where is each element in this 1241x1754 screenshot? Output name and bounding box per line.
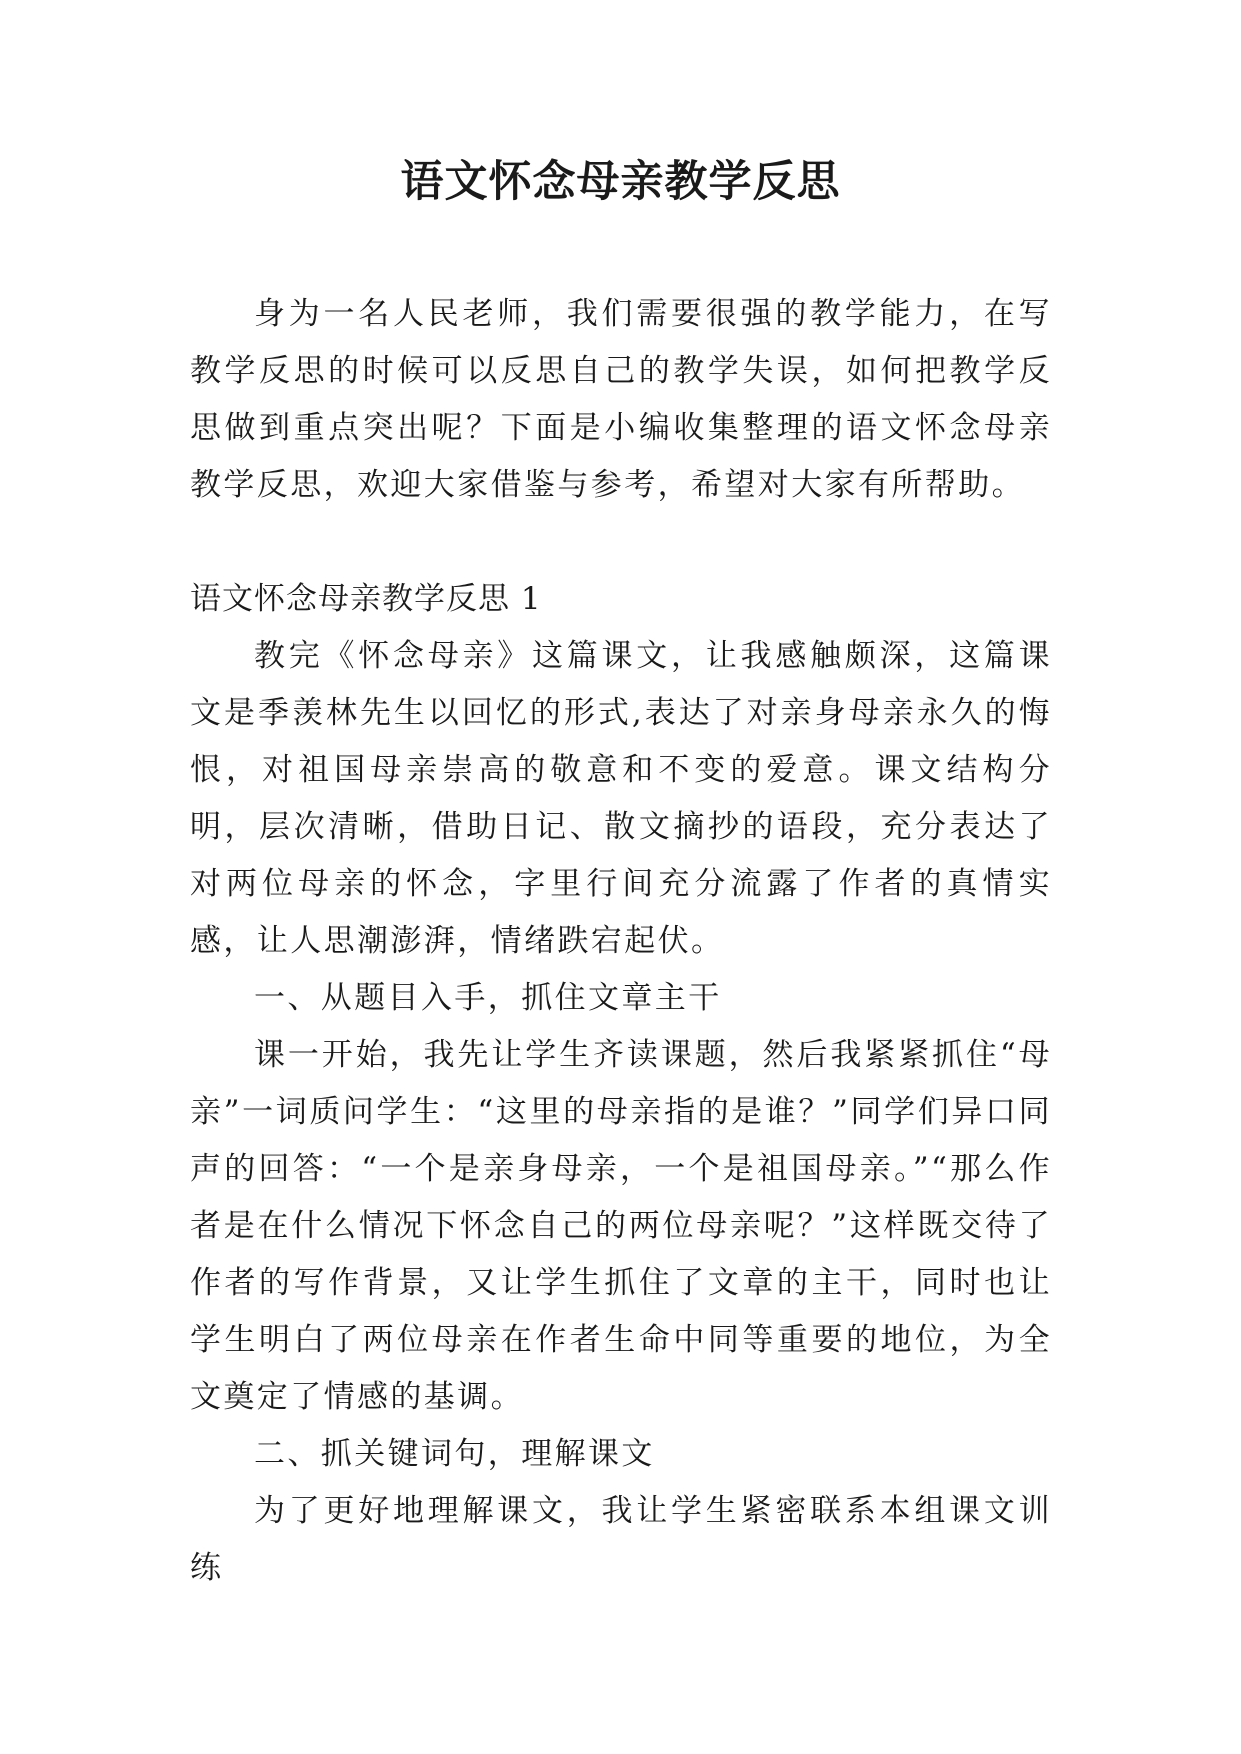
document-title: 语文怀念母亲教学反思 — [400, 157, 841, 207]
subheading-2: 二、抓关键词句，理解课文 — [254, 1436, 655, 1472]
subheading-1: 一、从题目入手，抓住文章主干 — [254, 980, 722, 1016]
body-paragraph: 教完《怀念母亲》这篇课文，让我感触颇深，这篇课文是季羡林先生以回忆的形式,表达了对亲身母亲永久的悔恨，对祖国母亲崇高的敬意和不变的爱意。课文结构分明，层次清晰，借助日记、散文摘抄的语段，充分表达了对两位母亲的怀念，字里行间充分流露了作者的真情实感，让人思潮澎湃，情绪跌宕起伏。 — [190, 638, 1052, 959]
body-paragraph: 为了更好地理解课文，我让学生紧密联系本组课文训练 — [190, 1493, 1052, 1586]
intro-paragraph: 身为一名人民老师，我们需要很强的教学能力，在写教学反思的时候可以反思自己的教学失误，如何把教学反思做到重点突出呢？下面是小编收集整理的语文怀念母亲教学反思，欢迎大家借鉴与参考，希望对大家有所帮助。 — [190, 296, 1052, 503]
section-heading: 语文怀念母亲教学反思 1 — [190, 581, 542, 617]
body-paragraph: 课一开始，我先让学生齐读课题，然后我紧紧抓住“母亲”一词质问学生：“这里的母亲指的是谁？”同学们异口同声的回答：“一个是亲身母亲，一个是祖国母亲。”“那么作者是在什么情况下怀念自己的两位母亲呢？”这样既交待了作者的写作背景，又让学生抓住了文章的主干，同时也让学生明白了两位母亲在作者生命中同等重要的地位，为全文奠定了情感的基调。 — [190, 1037, 1052, 1415]
document-body — [190, 286, 1052, 1597]
